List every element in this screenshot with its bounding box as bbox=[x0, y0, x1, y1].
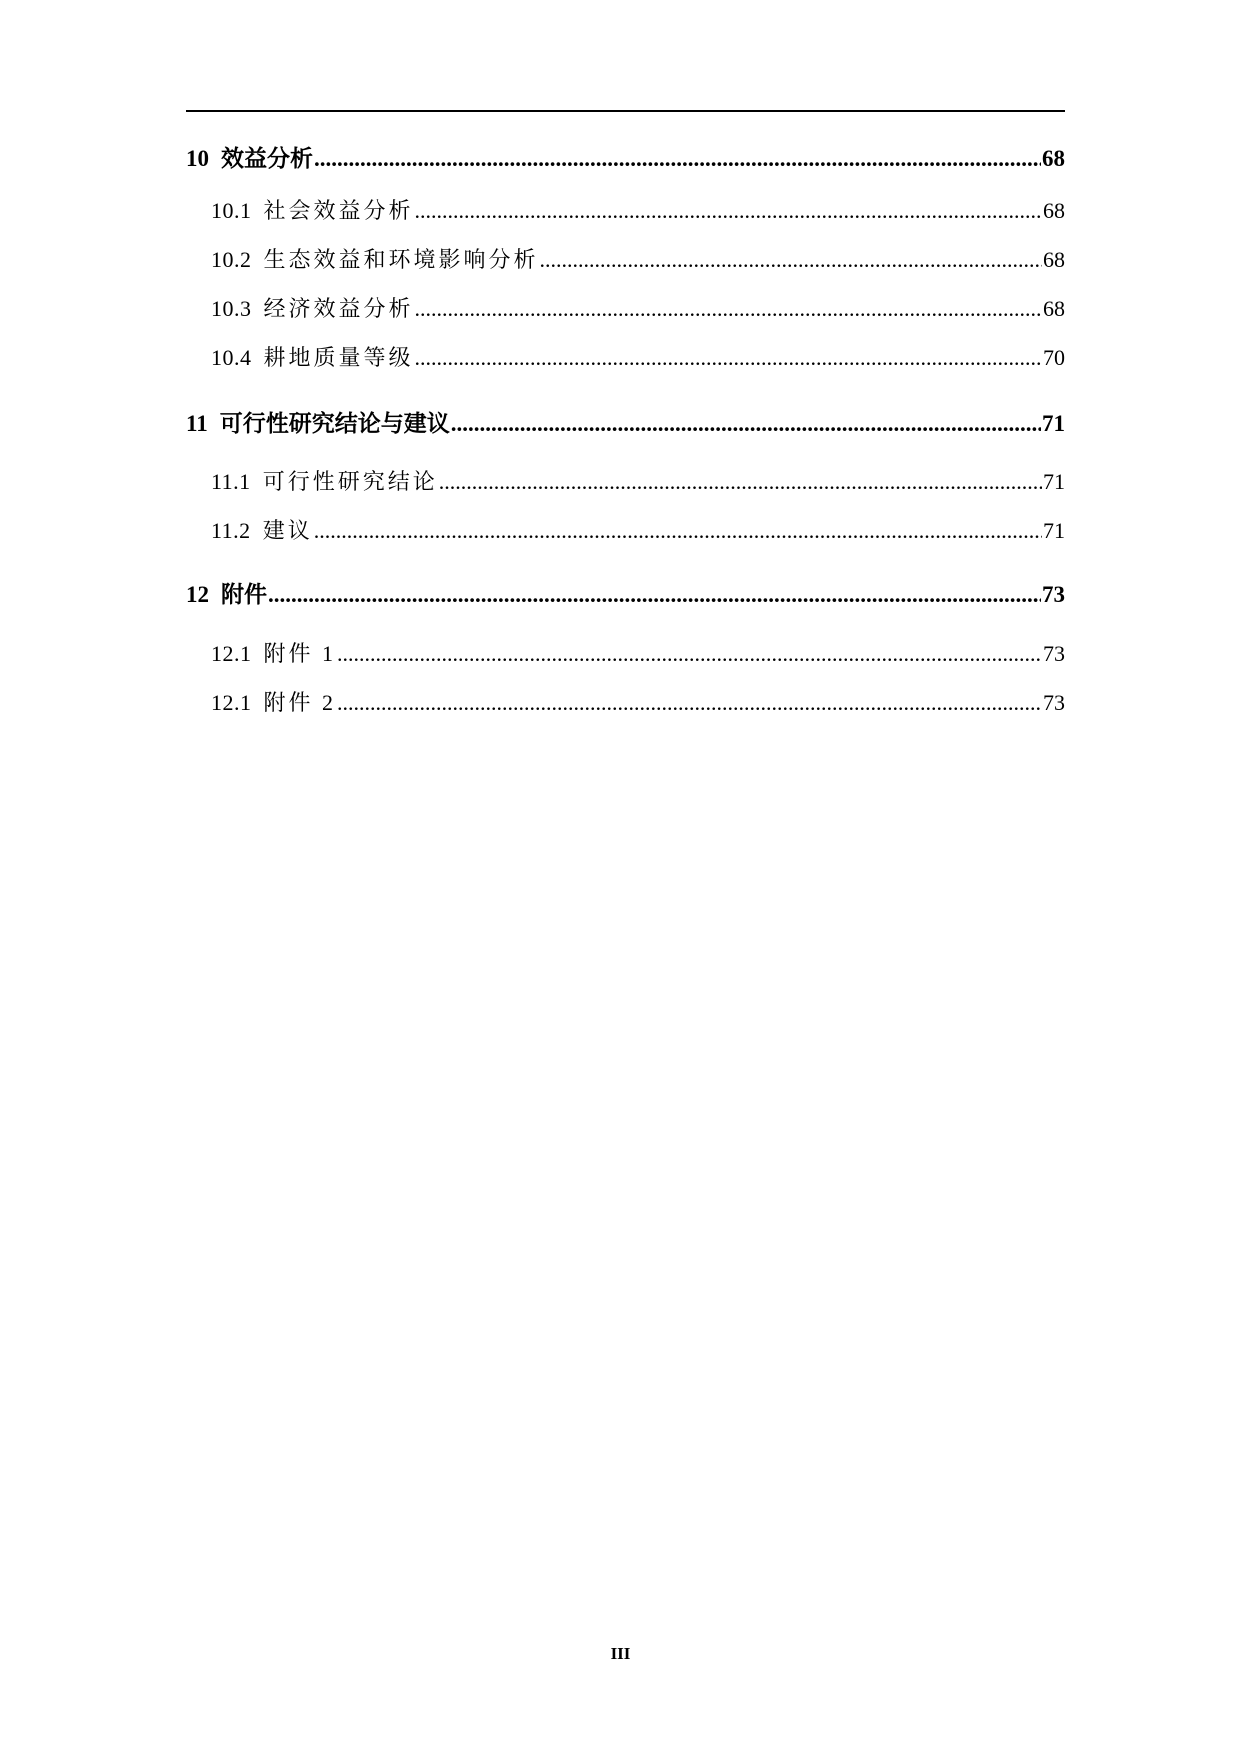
toc-entry-title: 可行性研究结论与建议 bbox=[219, 411, 450, 436]
toc-entry-number: 12.1 bbox=[211, 690, 252, 715]
toc-entry-page: 71 bbox=[1043, 518, 1065, 543]
toc-entry-page: 73 bbox=[1043, 690, 1065, 715]
toc-entry-title: 附件 2 bbox=[263, 690, 337, 715]
toc-dot-leader bbox=[415, 198, 1042, 224]
toc-entry-number: 11 bbox=[186, 411, 208, 436]
toc-entry-number: 10.4 bbox=[211, 345, 252, 370]
toc-entry-section-12-1-b[interactable] bbox=[186, 686, 1065, 717]
toc-entry-title: 效益分析 bbox=[221, 146, 313, 171]
toc-dot-leader bbox=[540, 247, 1042, 273]
toc-dot-leader bbox=[337, 641, 1042, 667]
toc-entry-title: 附件 bbox=[221, 582, 267, 607]
toc-entry-title: 建议 bbox=[262, 518, 313, 543]
page-number: III bbox=[610, 1644, 631, 1663]
toc-entry-number: 12.1 bbox=[211, 641, 252, 666]
toc-dot-leader bbox=[439, 469, 1042, 495]
toc-entry-title: 社会效益分析 bbox=[263, 198, 414, 223]
toc-entry-number: 10.3 bbox=[211, 296, 252, 321]
toc-dot-leader bbox=[415, 345, 1042, 371]
toc-entry-title: 附件 1 bbox=[263, 641, 337, 666]
toc-entry-chapter-12[interactable] bbox=[186, 576, 1065, 609]
toc-dot-leader bbox=[268, 582, 1041, 608]
toc-entry-section-11-1[interactable] bbox=[186, 465, 1065, 496]
toc-entry-title: 生态效益和环境影响分析 bbox=[263, 247, 539, 272]
toc-entry-page: 68 bbox=[1043, 198, 1065, 223]
toc-entry-title: 耕地质量等级 bbox=[263, 345, 414, 370]
toc-dot-leader bbox=[451, 411, 1041, 437]
toc-entry-chapter-11[interactable] bbox=[186, 405, 1065, 438]
toc-entry-page: 71 bbox=[1042, 411, 1065, 436]
toc-entry-page: 71 bbox=[1043, 469, 1065, 494]
header-rule bbox=[186, 110, 1065, 112]
toc-dot-leader bbox=[314, 518, 1042, 544]
toc-dot-leader bbox=[314, 146, 1041, 172]
toc-entry-section-10-3[interactable] bbox=[186, 292, 1065, 323]
toc-entry-chapter-10[interactable] bbox=[186, 140, 1065, 173]
toc-entry-page: 73 bbox=[1042, 582, 1065, 607]
toc-entry-title: 可行性研究结论 bbox=[262, 469, 438, 494]
toc-entry-section-10-1[interactable] bbox=[186, 194, 1065, 225]
toc-entry-page: 68 bbox=[1042, 146, 1065, 171]
toc-entry-number: 10.1 bbox=[211, 198, 252, 223]
toc-entry-number: 10.2 bbox=[211, 247, 252, 272]
toc-entry-number: 10 bbox=[186, 146, 209, 171]
toc-entry-title: 经济效益分析 bbox=[263, 296, 414, 321]
toc-entry-page: 68 bbox=[1043, 247, 1065, 272]
toc-dot-leader bbox=[415, 296, 1042, 322]
toc-entry-page: 70 bbox=[1043, 345, 1065, 370]
toc-entry-section-10-4[interactable] bbox=[186, 341, 1065, 372]
toc-dot-leader bbox=[337, 690, 1042, 716]
toc-entry-section-10-2[interactable] bbox=[186, 243, 1065, 274]
toc-entry-number: 11.1 bbox=[211, 469, 251, 494]
toc-entry-page: 68 bbox=[1043, 296, 1065, 321]
toc-entry-section-12-1-a[interactable] bbox=[186, 637, 1065, 668]
toc-entry-page: 73 bbox=[1043, 641, 1065, 666]
toc-entry-number: 11.2 bbox=[211, 518, 251, 543]
toc-entry-number: 12 bbox=[186, 582, 209, 607]
toc-entry-section-11-2[interactable] bbox=[186, 514, 1065, 545]
